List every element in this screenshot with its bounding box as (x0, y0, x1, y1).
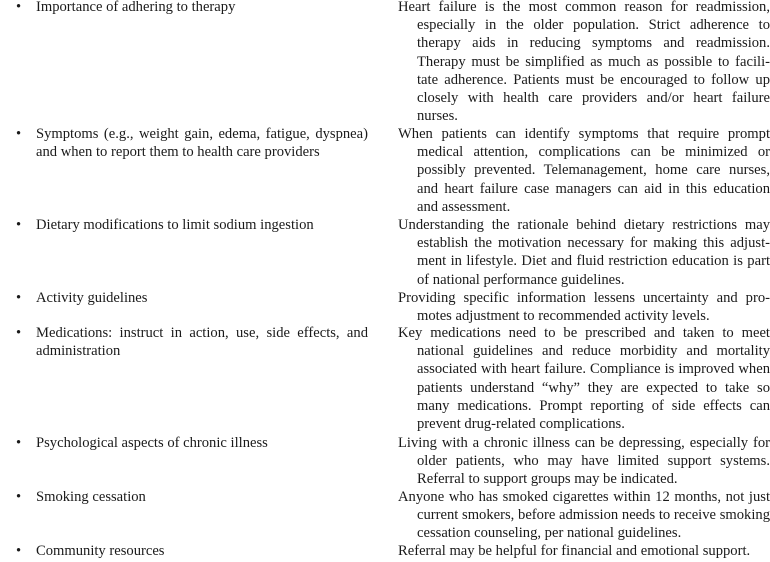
bullet: • (16, 489, 22, 505)
education-topic: Activity guidelines (36, 290, 148, 306)
education-topic: Medications: instruct in action, use, side effects, and administration (36, 325, 368, 360)
table-row (0, 434, 770, 488)
education-topic: Community resources (36, 543, 165, 559)
education-rationale: Living with a chronic illness can be depressing, especially for older patients, who may have limited support systems. Referral to support groups may be indicated. (398, 435, 770, 488)
bullet: • (16, 126, 22, 142)
table-row (0, 488, 770, 542)
bullet: • (16, 325, 22, 341)
bullet: • (16, 435, 22, 451)
education-rationale: Heart failure is the most common reason for readmission, especially in the older population. Strict adherence to therapy aids in reducing symptoms and readmission. Therapy must be simplified as much as possible to facili-tate adherence. Patients must be encouraged to follow up closely with health care providers and/or heart failure nurses. (398, 0, 770, 125)
education-rationale: Referral may be helpful for financial and emotional support. (398, 543, 751, 559)
bullet: • (16, 217, 22, 233)
bullet: • (16, 0, 22, 15)
education-topic: Symptoms (e.g., weight gain, edema, fatigue, dyspnea) and when to report them to health care providers (36, 126, 368, 161)
bullet: • (16, 543, 22, 559)
education-topic: Importance of adhering to therapy (36, 0, 236, 15)
table-row (0, 289, 770, 324)
table-row (0, 125, 770, 216)
education-topic: Dietary modifications to limit sodium ingestion (36, 217, 314, 233)
education-rationale: Anyone who has smoked cigarettes within 12 months, not just current smokers, before admission needs to receive smoking cessation counseling, per national guidelines. (398, 489, 770, 542)
education-rationale: Providing specific information lessens uncertainty and pro-motes adjustment to recommended activity levels. (398, 290, 770, 325)
table-row (0, 542, 770, 560)
table-row (0, 324, 770, 434)
table-row (0, 0, 770, 125)
education-topic: Smoking cessation (36, 489, 146, 505)
education-rationale: Understanding the rationale behind dietary restrictions may establish the motivation necessary for making this adjust-ment in lifestyle. Diet and fluid restriction education is part of national performance guidelines. (398, 217, 770, 288)
bullet: • (16, 290, 22, 306)
education-rationale: When patients can identify symptoms that require prompt medical attention, complications can be minimized or possibly prevented. Telemanagement, home care nurses, and heart failure case managers can aid in this education and assessment. (398, 126, 770, 215)
table-row (0, 216, 770, 289)
education-topic: Psychological aspects of chronic illness (36, 435, 268, 451)
education-rationale: Key medications need to be prescribed and taken to meet national guidelines and reduce morbidity and mortality associated with heart failure. Compliance is improved when patients understand “why” they are expected to take so many medications. Prompt reporting of side effects can prevent drug-related complications. (398, 325, 770, 433)
